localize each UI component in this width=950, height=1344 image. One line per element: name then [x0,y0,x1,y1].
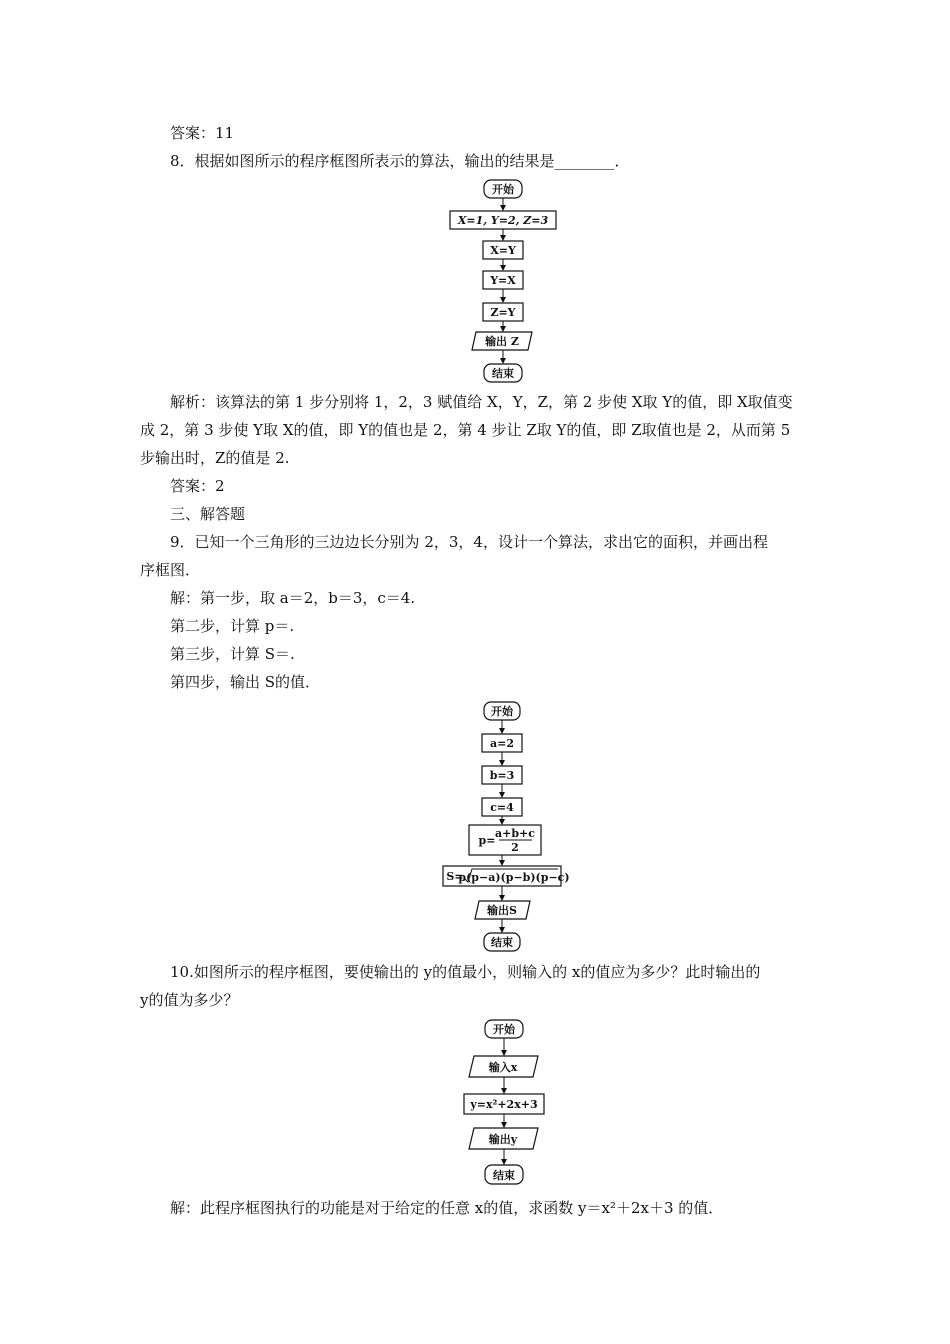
fc2-output-label: 输出S [487,904,517,917]
q10-question-line2: y的值为多少？ [140,991,239,1009]
fc1-output-label: 输出 Z [485,335,519,348]
fc2-start-label: 开始 [491,705,513,718]
fc1-step-yx-label: Y=X [490,274,516,287]
q9-question-line2: 序框图． [140,561,201,579]
q10-solution: 解：此程序框图执行的功能是对于给定的任意 x的值，求函数 y＝x²＋2x＋3 的值． [170,1199,724,1217]
fc1-step-zy-label: Z=Y [490,306,516,319]
q9-step1: 解：第一步，取 a＝2，b＝3，c＝4. [170,589,416,607]
q9-step2: 第二步，计算 p＝. [170,617,295,635]
fc2-end-label: 结束 [491,936,513,949]
q8-analysis-line1: 解析：该算法的第 1 步分别将 1，2，3 赋值给 X，Y，Z，第 2 步使 X取 Y的值，即 X取值变 [170,393,793,411]
q8-answer: 答案：2 [170,477,225,495]
flowchart-q9 [443,702,570,951]
q9-step3: 第三步，计算 S＝. [170,645,295,663]
fc3-input-label: 输入x [488,1061,518,1074]
fc2-b-label: b=3 [489,769,515,782]
q8-analysis-line2: 成 2，第 3 步使 Y取 X的值，即 Y的值也是 2，第 4 步让 Z取 Y的值，即 Z取值也是 2，从而第 5 [140,421,791,439]
q9-step4: 第四步，输出 S的值． [170,673,321,691]
q7-answer: 答案：11 [170,124,235,142]
fc2-p-label: p= [478,834,496,847]
fc1-step-xy-label: X=Y [490,244,516,257]
flowchart-q8 [450,180,556,382]
fc1-end-label: 结束 [492,367,514,380]
fc2-s-label: S= [446,870,464,883]
fc3-start-label: 开始 [493,1023,515,1036]
fc2-s-radicand: p(p−a)(p−b)(p−c) [458,871,570,884]
fc2-c-label: c=4 [490,801,514,814]
fc2-p-numerator: a+b+c [495,827,535,840]
fc2-p-denominator: 2 [511,841,519,854]
fc3-compute-label: y=x²+2x+3 [470,1098,538,1111]
flowchart-q10 [464,1020,544,1184]
q9-question-line1: 9．已知一个三角形的三边边长分别为 2，3，4，设计一个算法，求出它的面积，并画出程 [170,533,768,551]
fc3-output-label: 输出y [488,1133,518,1146]
q8-question: 8．根据如图所示的程序框图所表示的算法，输出的结果是________． [170,152,630,170]
fc3-end-label: 结束 [493,1169,515,1182]
q8-analysis-line3: 步输出时，Z的值是 2. [140,449,290,467]
q10-question-line1: 10.如图所示的程序框图，要使输出的 y的值最小，则输入的 x的值应为多少？此时输出的 [170,963,761,981]
fc1-start-label: 开始 [492,183,514,196]
section-heading: 三、解答题 [170,505,246,523]
fc2-a-label: a=2 [490,737,514,750]
fc1-init-label: X=1, Y=2, Z=3 [457,214,549,227]
